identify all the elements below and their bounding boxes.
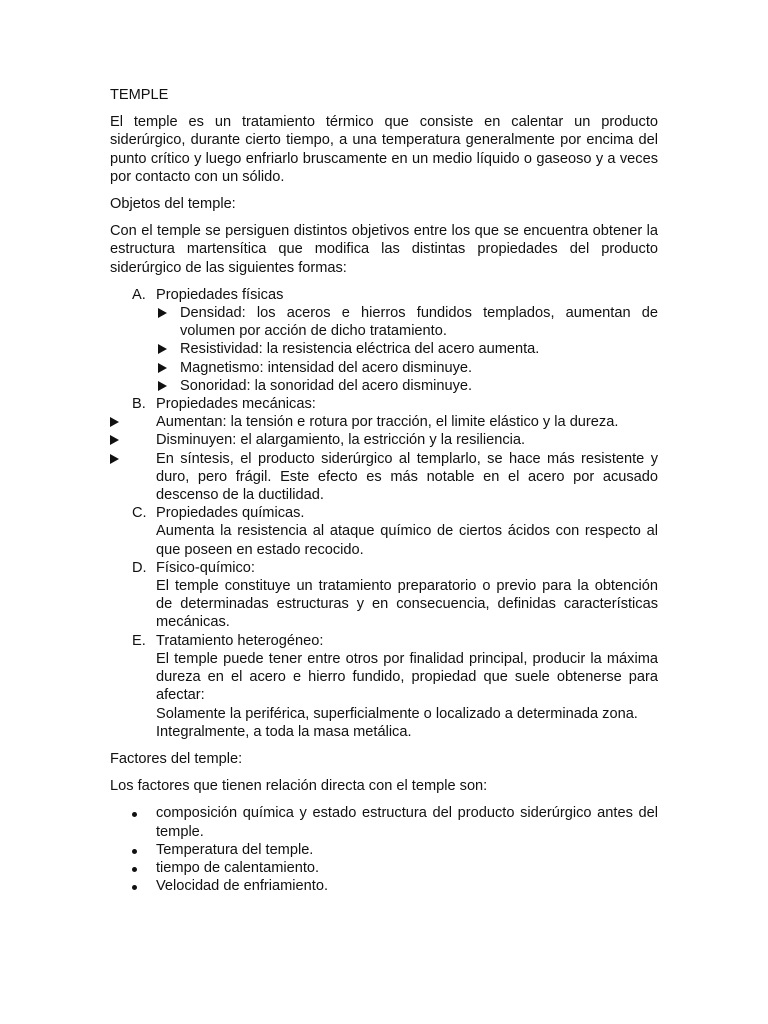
section-c bbox=[110, 504, 658, 522]
document-title: TEMPLE bbox=[110, 87, 169, 103]
arrow-bullet-icon bbox=[158, 360, 167, 378]
arrow-bullet-icon bbox=[158, 305, 167, 323]
section-b bbox=[110, 395, 658, 413]
section-e-text-3: Integralmente, a toda la masa metálica. bbox=[156, 723, 412, 740]
bullet-dot-icon bbox=[132, 804, 137, 822]
section-a bbox=[110, 286, 658, 304]
list-item-text: Magnetismo: intensidad del acero disminuye. bbox=[180, 359, 473, 376]
intro-paragraph: El temple es un tratamiento térmico que consiste en calentar un producto siderúrgico, durante cierto tiempo, a una temperatura generalmente por encima del punto crítico y luego enfriarlo bruscamente en un medio líquido o gaseoso y a veces por contacto con un sólido. bbox=[110, 114, 658, 185]
list-item bbox=[110, 377, 658, 395]
list-item bbox=[110, 859, 658, 877]
list-item bbox=[110, 359, 658, 377]
section-a-marker: A. bbox=[132, 286, 146, 303]
list-item-text: composición química y estado estructura del producto siderúrgico antes del temple. bbox=[156, 805, 658, 840]
arrow-bullet-icon bbox=[158, 341, 167, 359]
arrow-bullet-icon bbox=[110, 414, 119, 432]
arrow-bullet-icon bbox=[110, 451, 119, 469]
section-b-marker: B. bbox=[132, 396, 146, 413]
list-item-text: Sonoridad: la sonoridad del acero disminuye. bbox=[180, 377, 473, 394]
list-item-text: Velocidad de enfriamiento. bbox=[156, 878, 328, 895]
section-c-marker: C. bbox=[132, 505, 147, 522]
list-item bbox=[110, 304, 658, 340]
list-item bbox=[110, 877, 658, 895]
bullet-dot-icon bbox=[132, 841, 137, 859]
section-d-text: El temple constituye un tratamiento preparatorio o previo para la obtención de determinadas estructuras y en consecuencia, definidas características mecánicas. bbox=[156, 578, 658, 631]
section-e-marker: E. bbox=[132, 632, 146, 649]
list-item bbox=[110, 413, 658, 431]
section-e-text-2: Solamente la periférica, superficialmente o localizado a determinada zona. bbox=[156, 705, 638, 722]
list-item-text: Resistividad: la resistencia eléctrica del acero aumenta. bbox=[180, 341, 540, 358]
list-item bbox=[110, 841, 658, 859]
section-b-label: Propiedades mecánicas: bbox=[156, 396, 316, 413]
section-d-marker: D. bbox=[132, 559, 147, 576]
list-item-text: En síntesis, el producto siderúrgico al templarlo, se hace más resistente y duro, pero frágil. Este efecto es más notable en el acero por acusado descenso de la ductilidad. bbox=[156, 450, 658, 504]
arrow-bullet-icon bbox=[110, 432, 119, 450]
objetos-intro-paragraph: Con el temple se persiguen distintos objetivos entre los que se encuentra obtener la estructura martensítica que modifica las distintas propiedades del producto siderúrgico de las siguientes formas: bbox=[110, 223, 658, 276]
bullet-dot-icon bbox=[132, 877, 137, 895]
list-item-text: Densidad: los aceros e hierros fundidos templados, aumentan de volumen por acción de dicho tratamiento. bbox=[180, 305, 658, 340]
factores-intro-paragraph: Los factores que tienen relación directa con el temple son: bbox=[110, 778, 488, 795]
section-e-label: Tratamiento heterogéneo: bbox=[156, 632, 324, 649]
section-e bbox=[110, 632, 658, 650]
list-item-text: Temperatura del temple. bbox=[156, 841, 314, 858]
factores-heading: Factores del temple: bbox=[110, 750, 243, 767]
document-page bbox=[110, 86, 658, 895]
section-c-text: Aumenta la resistencia al ataque químico de ciertos ácidos con respecto al que poseen en estado recocido. bbox=[156, 523, 658, 558]
section-a-label: Propiedades físicas bbox=[156, 286, 284, 303]
section-e-text-1: El temple puede tener entre otros por finalidad principal, producir la máxima dureza en el acero e hierro fundido, propiedad que suele obtenerse para afectar: bbox=[156, 650, 658, 704]
list-item bbox=[110, 450, 658, 505]
section-d bbox=[110, 559, 658, 577]
list-item bbox=[110, 340, 658, 358]
section-d-label: Físico-químico: bbox=[156, 559, 255, 576]
list-item bbox=[110, 431, 658, 449]
section-c-label: Propiedades químicas. bbox=[156, 505, 305, 522]
list-item bbox=[110, 804, 658, 840]
list-item-text: Aumentan: la tensión e rotura por tracción, el limite elástico y la dureza. bbox=[156, 414, 619, 431]
list-item-text: Disminuyen: el alargamiento, la estricción y la resiliencia. bbox=[156, 432, 526, 449]
list-item-text: tiempo de calentamiento. bbox=[156, 859, 320, 876]
objetos-heading: Objetos del temple: bbox=[110, 196, 236, 213]
arrow-bullet-icon bbox=[158, 378, 167, 396]
bullet-dot-icon bbox=[132, 859, 137, 877]
